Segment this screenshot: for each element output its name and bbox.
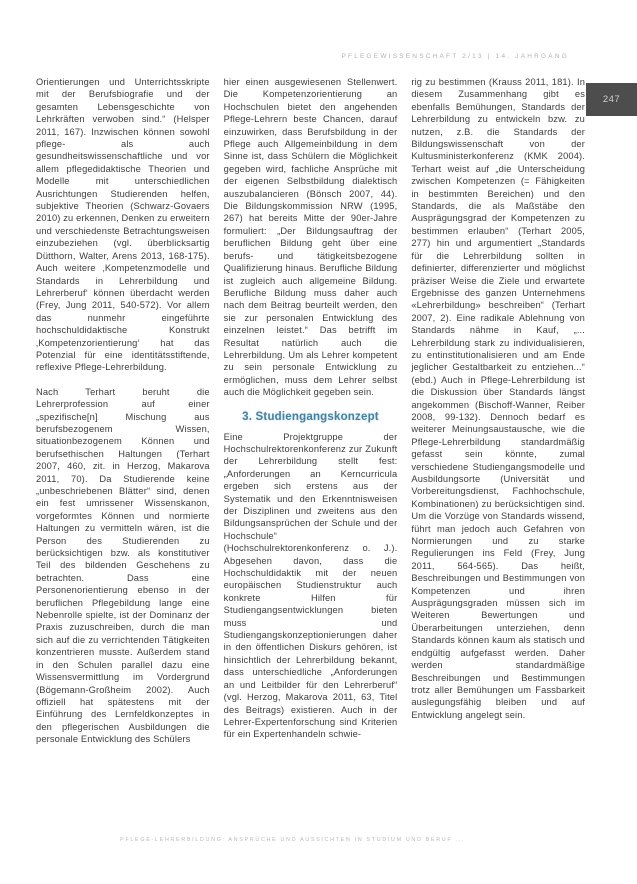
column-3 <box>411 76 585 852</box>
paragraph: hier einen ausgewiesenen Stellenwert. Die Kompetenzorientierung an Hochschulen bietet den angehenden Pflege-Lehrern beste Chancen, darauf einzuwirken, dass Berufsbildung in der Pflege auch Allgemeinbildung in dem Sinne ist, dass Schülern die Möglichkeit gegeben wird, fachliche Ansprüche mit der eigenen Selbstbildung dialektisch auszubalancieren (Bönsch 2007, 44). Die Bildungskommission NRW (1995, 267) hat bereits Mitte der 90er-Jahre formuliert: „Der Bildungsauftrag der beruflichen Bildung geht über eine berufs- und tätigkeitsbezogene Qualifizierung hinaus. Berufliche Bildung ist zugleich auch allgemeine Bildung. Berufliche Bildung muss daher auch nach dem Beitrag beurteilt werden, den sie zur personalen Entwicklung des einzelnen leistet.“ Das betrifft im Resultat natürlich auch die Lehrerbildung. Um als Lehrer kompetent zu sein personale Entwicklung zu ermöglichen, muss dem Lehrer selbst auch die Möglichkeit gegeben sein. <box>223 77 398 398</box>
page-number: 247 <box>602 94 621 105</box>
journal-header-line: PFLEGEWISSENSCHAFT 2/13 | 14. JAHRGANG <box>341 53 569 60</box>
column-1 <box>36 76 210 852</box>
article-body <box>36 76 585 852</box>
paragraph: Nach Terhart beruht die Lehrerprofession auf einer „spezifische[n] Mischung aus berufsbezogenem Wissen, situationbezogenem Können und berufsethischen Haltungen (Terhart 2007, 460, zit. in Herzog, Makarova 2011, 70). Da Studierende keine „unbeschriebenen Blätter“ sind, denen ein fest umrissener Wissenskanon, vorgeformtes Können und normierte Haltungen zu vermitteln wären, ist die Person des Studierenden zu berücksichtigen bzw. als konstitutiver Teil des bildenden Geschehens zu betrachten. Dass eine Personenorientierung ebenso in der beruflichen Pflegebildung lange eine Nebenrolle spielte, ist der Dominanz der Praxis zuzuschreiben, durch die man sich auf die zu verrichtenden Tätigkeiten konzentrieren musste. Außerdem stand in den Schulen parallel dazu eine Wissensvermittlung im Vordergrund (Bögemann-Großheim 2002). Auch offiziell hat spätestens mit der Einführung des Lernfeldkonzeptes in den pflegerischen Ausbildungen die personale Entwicklung des Schülers <box>36 386 210 745</box>
paragraph: Eine Projektgruppe der Hochschulrektorenkonferenz zur Zukunft der Lehrerbildung stellt fest: „Anforderungen an Kerncurricula ergeben sich erstens aus der Systematik und den Erkenntnisweisen der Disziplinen und zweitens aus den Bildungsansprüchen der Schule und der Hochschule“ (Hochschulrektorenkonferenz o. J.). Abgesehen davon, dass die Hochschuldidaktik mit der neuen europäischen Studienstruktur auch konkrete Hilfen für Studiengangsentwicklungen bieten muss und Studiengangskonzeptionierungen daher in den öffentlichen Diskurs gehören, ist hinsichtlich der Lehrerbildung bekannt, dass unterschiedliche „Anforderungen an und Leitbilder für den Lehrerberuf“ (vgl. Herzog, Makarova 2011, 63, Titel des Beitrags) existieren. Auch in der Lehrer-Expertenforschung sind Kriterien für ein Expertenhandeln schwie- <box>223 431 398 740</box>
paragraph: rig zu bestimmen (Krauss 2011, 181). In diesem Zusammenhang gibt es ebenfalls Bemühungen, Standards der Lehrerbildung zu entwickeln bzw. zu nutzen, z.B. die Standards der Bildungswissenschaft von der Kultusministerkonferenz (KMK 2004). Terhart weist auf „die Unterscheidung zwischen Kompetenzen (= Fähigkeiten in bestimmten Bereichen) und den Standards, die als Maßstäbe den Ausprägungsgrad der Kompetenzen zu bestimmen erlauben“ (Terhart 2005, 277) hin und argumentiert „Standards für die Lehrerbildung sollten in definierter, differenzierter und möglichst präziser Weise die Ziele und erwartete Ergebnisse des ganzen Unternehmens «Lehrerbildung» beschreiben“ (Terhart 2007, 2). Eine radikale Ablehnung von Standards nähme in Kauf, „... Lehrerbildung stark zu individualisieren, zu entinstitutionalisieren und am Ende jeglicher Gestaltbarkeit zu entziehen...“ (ebd.) Auch in Pflege-Lehrerbildung ist die Diskussion über Standards längst angekommen (Bischoff-Wanner, Reiber 2008, 99-132). Dennoch bedarf es weiterer Meinungsaustausche, wie die Pflege-Lehrerbildung standardmäßig gefasst sein könnte, zumal verschiedene Studiengangsmodelle und Ausbildungsorte (Universität und Vorbereitungsdienst, Fachhochschule, Kombinationen) zu berücksichtigen sind. Um die Vorzüge von Standards wissend, führt man jedoch auch Gefahren von Normierungen und zu starke Regulierungen ins Feld (Frey, Jung 2011, 564-565). Das heißt, Beschreibungen und Bestimmungen von Kompetenzen und ihren Ausprägungsgraden müssen sich im Weiteren Bewertungen und Überarbeitungen unterziehen, denn Standards können kaum als statisch und endgültig aufgefasst werden. Daher werden standardmäßige Beschreibungen und Bestimmungen trotz aller Bemühungen um Fassbarkeit auslegungsfähig bleiben und auf Entwicklung angelegt sein. <box>411 77 585 720</box>
column-2 <box>224 76 398 852</box>
section-heading-studiengangskonzept: 3. Studiengangskonzept <box>242 410 379 423</box>
paragraph: Orientierungen und Unterrichtsskripte mit der Berufsbiografie und der gesamten Lebensgeschichte von Lehrkräften verwoben sind.“ (Helsper 2011, 167). Inzwischen können sowohl pflege- als auch gesundheitswissenschaftliche und vor allem pflegedidaktische Theorien und Modelle mit unterschiedlichen Ausrichtungen Studierenden helfen, subjektive Theorien (Schwarz-Govaers 2010) zu erkennen, Denken zu erweitern und verschiedenste Betrachtungsweisen einzubeziehen (vgl. überblicksartig Dütthorn, Walter, Arens 2013, 168-175). Auch weitere ‚Kompetenzmodelle und Standards in Lehrerbildung und Lehrerberuf‘ können überdacht werden (Frey, Jung 2011, 540-572). Vor allem das nunmehr eingeführte hochschuldidaktische Konstrukt ‚Kompetenzorientierung‘ hat das Potenzial für eine identitätsstiftende, reflexive Pflege-Lehrerbildung. <box>36 77 210 373</box>
page-number-badge <box>586 83 637 116</box>
footer-running-title: PFLEGE-LEHRERBILDUNG: ANSPRÜCHE UND AUSSICHTEN IN STUDIUM UND BERUF ... <box>120 837 465 843</box>
